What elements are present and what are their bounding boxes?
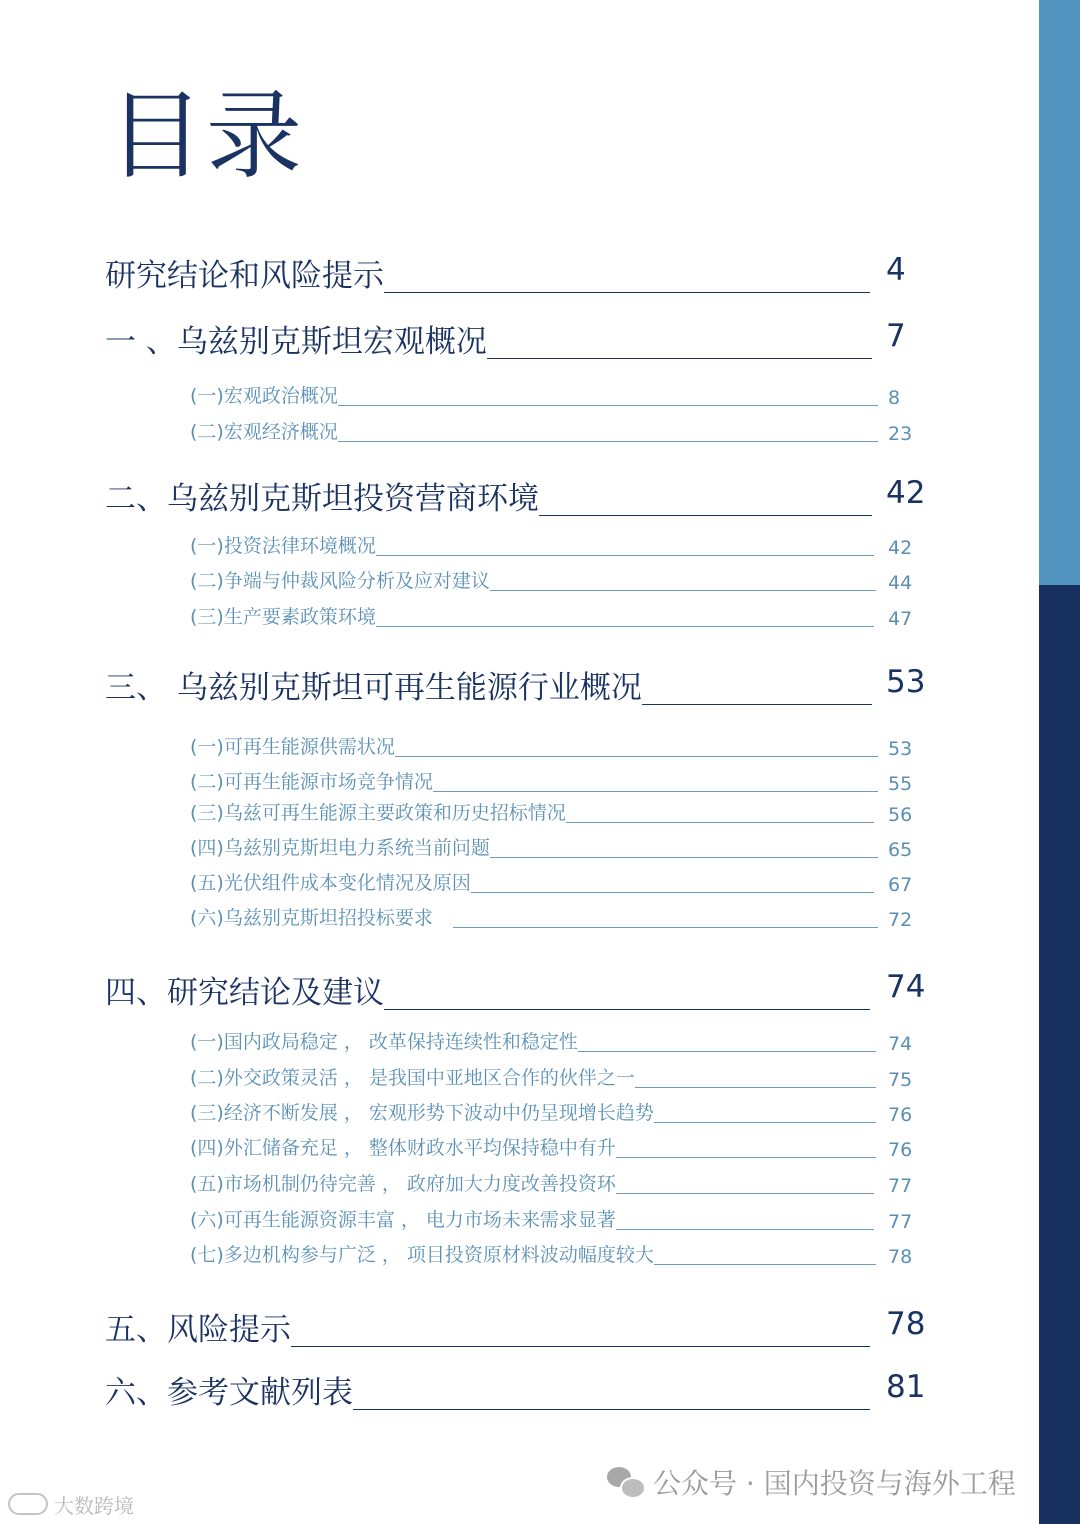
toc-leader-line [616,1193,874,1194]
toc-subsection-entry [0,734,1080,760]
toc-leader-line [578,1051,876,1052]
toc-entry-page-number: 42 [888,537,913,559]
toc-subsection-entry [0,835,1080,861]
toc-entry-page-number: 56 [888,804,913,826]
toc-entry-page-number: 23 [888,423,913,445]
toc-subsection-entry [0,568,1080,594]
toc-entry-page-number: 78 [886,1306,926,1342]
toc-leader-line [376,555,874,556]
toc-entry-title: 四、研究结论及建议 [105,975,384,1011]
toc-leader-line [471,892,874,893]
toc-leader-line [490,590,876,591]
toc-section-entry [0,969,1080,1013]
toc-entry-page-number: 77 [888,1175,913,1197]
toc-entry-page-number: 8 [888,387,901,409]
toc-entry-title: (二)外交政策灵活 ， 是我国中亚地区合作的伙伴之一 [190,1067,635,1089]
toc-subsection-entry [0,1207,1080,1233]
toc-entry-page-number: 65 [888,839,913,861]
toc-subsection-entry [0,1029,1080,1055]
toc-section-entry [0,664,1080,708]
toc-entry-page-number: 75 [888,1069,913,1091]
toc-entry-page-number: 55 [888,773,913,795]
toc-leader-line [384,1009,870,1010]
toc-entry-title: (五)市场机制仍待完善 ， 政府加大力度改善投资环 [190,1173,616,1195]
toc-leader-line [490,857,878,858]
toc-entry-title: 五、风险提示 [105,1312,291,1348]
toc-entry-page-number: 4 [886,252,906,288]
toc-subsection-entry [0,800,1080,826]
toc-leader-line [654,1264,876,1265]
toc-entry-title: (五)光伏组件成本变化情况及原因 [190,872,471,894]
toc-section-entry [0,1306,1080,1350]
toc-subsection-entry [0,1135,1080,1161]
toc-entry-title: (三)乌兹可再生能源主要政策和历史招标情况 [190,802,566,824]
toc-entry-page-number: 7 [886,318,906,354]
toc-entry-page-number: 81 [886,1369,926,1405]
toc-entry-title: (二)可再生能源市场竞争情况 [190,771,433,793]
toc-entry-title: (二)宏观经济概况 [190,421,338,443]
toc-leader-line [642,704,872,705]
wechat-icon [607,1467,643,1497]
toc-entry-title: (六)乌兹别克斯坦招投标要求 [190,907,433,929]
toc-leader-line [616,1157,876,1158]
toc-entry-page-number: 47 [888,608,913,630]
toc-entry-page-number: 74 [886,969,926,1005]
toc-leader-line [654,1122,876,1123]
toc-entry-title: (七)多边机构参与广泛 ， 项目投资原材料波动幅度较大 [190,1244,654,1266]
toc-entry-title: (六)可再生能源资源丰富 ， 电力市场未来需求显著 [190,1209,616,1231]
wechat-account-label [607,1460,1016,1504]
toc-section-entry [0,475,1080,519]
toc-leader-line [539,515,872,516]
toc-leader-line [291,1346,870,1347]
toc-subsection-entry [0,1100,1080,1126]
toc-subsection-entry [0,1065,1080,1091]
toc-entry-title: 一 、乌兹别克斯坦宏观概况 [105,324,487,360]
toc-section-entry [0,318,1080,362]
toc-entry-page-number: 53 [888,738,913,760]
toc-entry-title: (三)生产要素政策环境 [190,606,376,628]
toc-entry-page-number: 53 [886,664,926,700]
toc-entry-page-number: 76 [888,1139,913,1161]
toc-entry-title: (三)经济不断发展 ， 宏观形势下波动中仍呈现增长趋势 [190,1102,654,1124]
toc-entry-page-number: 72 [888,909,913,931]
toc-entry-title: (一)可再生能源供需状况 [190,736,395,758]
watermark-text: 大数跨境 [54,1493,134,1518]
toc-entry-page-number: 42 [886,475,926,511]
toc-subsection-entry [0,769,1080,795]
toc-section-entry [0,1369,1080,1413]
toc-leader-line [433,791,878,792]
toc-entry-page-number: 76 [888,1104,913,1126]
toc-leader-line [487,358,872,359]
toc-subsection-entry [0,905,1080,931]
toc-leader-line [635,1087,876,1088]
toc-subsection-entry [0,1171,1080,1197]
toc-section-entry [0,252,1080,296]
toc-subsection-entry [0,604,1080,630]
toc-entry-page-number: 74 [888,1033,913,1055]
toc-leader-line [376,626,874,627]
toc-entry-title: (四)外汇储备充足 ， 整体财政水平均保持稳中有升 [190,1137,616,1159]
toc-leader-line [338,405,878,406]
toc-leader-line [395,756,878,757]
toc-entry-page-number: 67 [888,874,913,896]
toc-entry-title: (一)投资法律环境概况 [190,535,376,557]
toc-subsection-entry [0,870,1080,896]
watermark-logo-icon [8,1493,48,1515]
toc-leader-line [384,292,870,293]
toc-entry-title: 研究结论和风险提示 [105,258,384,294]
toc-entry-title: (一)宏观政治概况 [190,385,338,407]
toc-leader-line [353,1409,870,1410]
toc-leader-line [566,822,874,823]
page-title: 目录 [108,80,304,192]
wechat-account-text: 公众号 · 国内投资与海外工程 [653,1467,1016,1500]
toc-entry-page-number: 77 [888,1211,913,1233]
toc-subsection-entry [0,1242,1080,1268]
toc-subsection-entry [0,419,1080,445]
toc-subsection-entry [0,533,1080,559]
toc-subsection-entry [0,383,1080,409]
watermark [8,1488,134,1520]
toc-entry-page-number: 44 [888,572,913,594]
toc-entry-title: (二)争端与仲裁风险分析及应对建议 [190,570,490,592]
toc-entry-title: 三、 乌兹别克斯坦可再生能源行业概况 [105,670,642,706]
toc-entry-title: (一)国内政局稳定 ， 改革保持连续性和稳定性 [190,1031,578,1053]
toc-entry-title: 六、参考文献列表 [105,1375,353,1411]
toc-leader-line [338,441,878,442]
toc-leader-line [453,927,878,928]
toc-entry-page-number: 78 [888,1246,913,1268]
toc-leader-line [616,1229,874,1230]
toc-entry-title: 二、乌兹别克斯坦投资营商环境 [105,481,539,517]
toc-entry-title: (四)乌兹别克斯坦电力系统当前问题 [190,837,490,859]
